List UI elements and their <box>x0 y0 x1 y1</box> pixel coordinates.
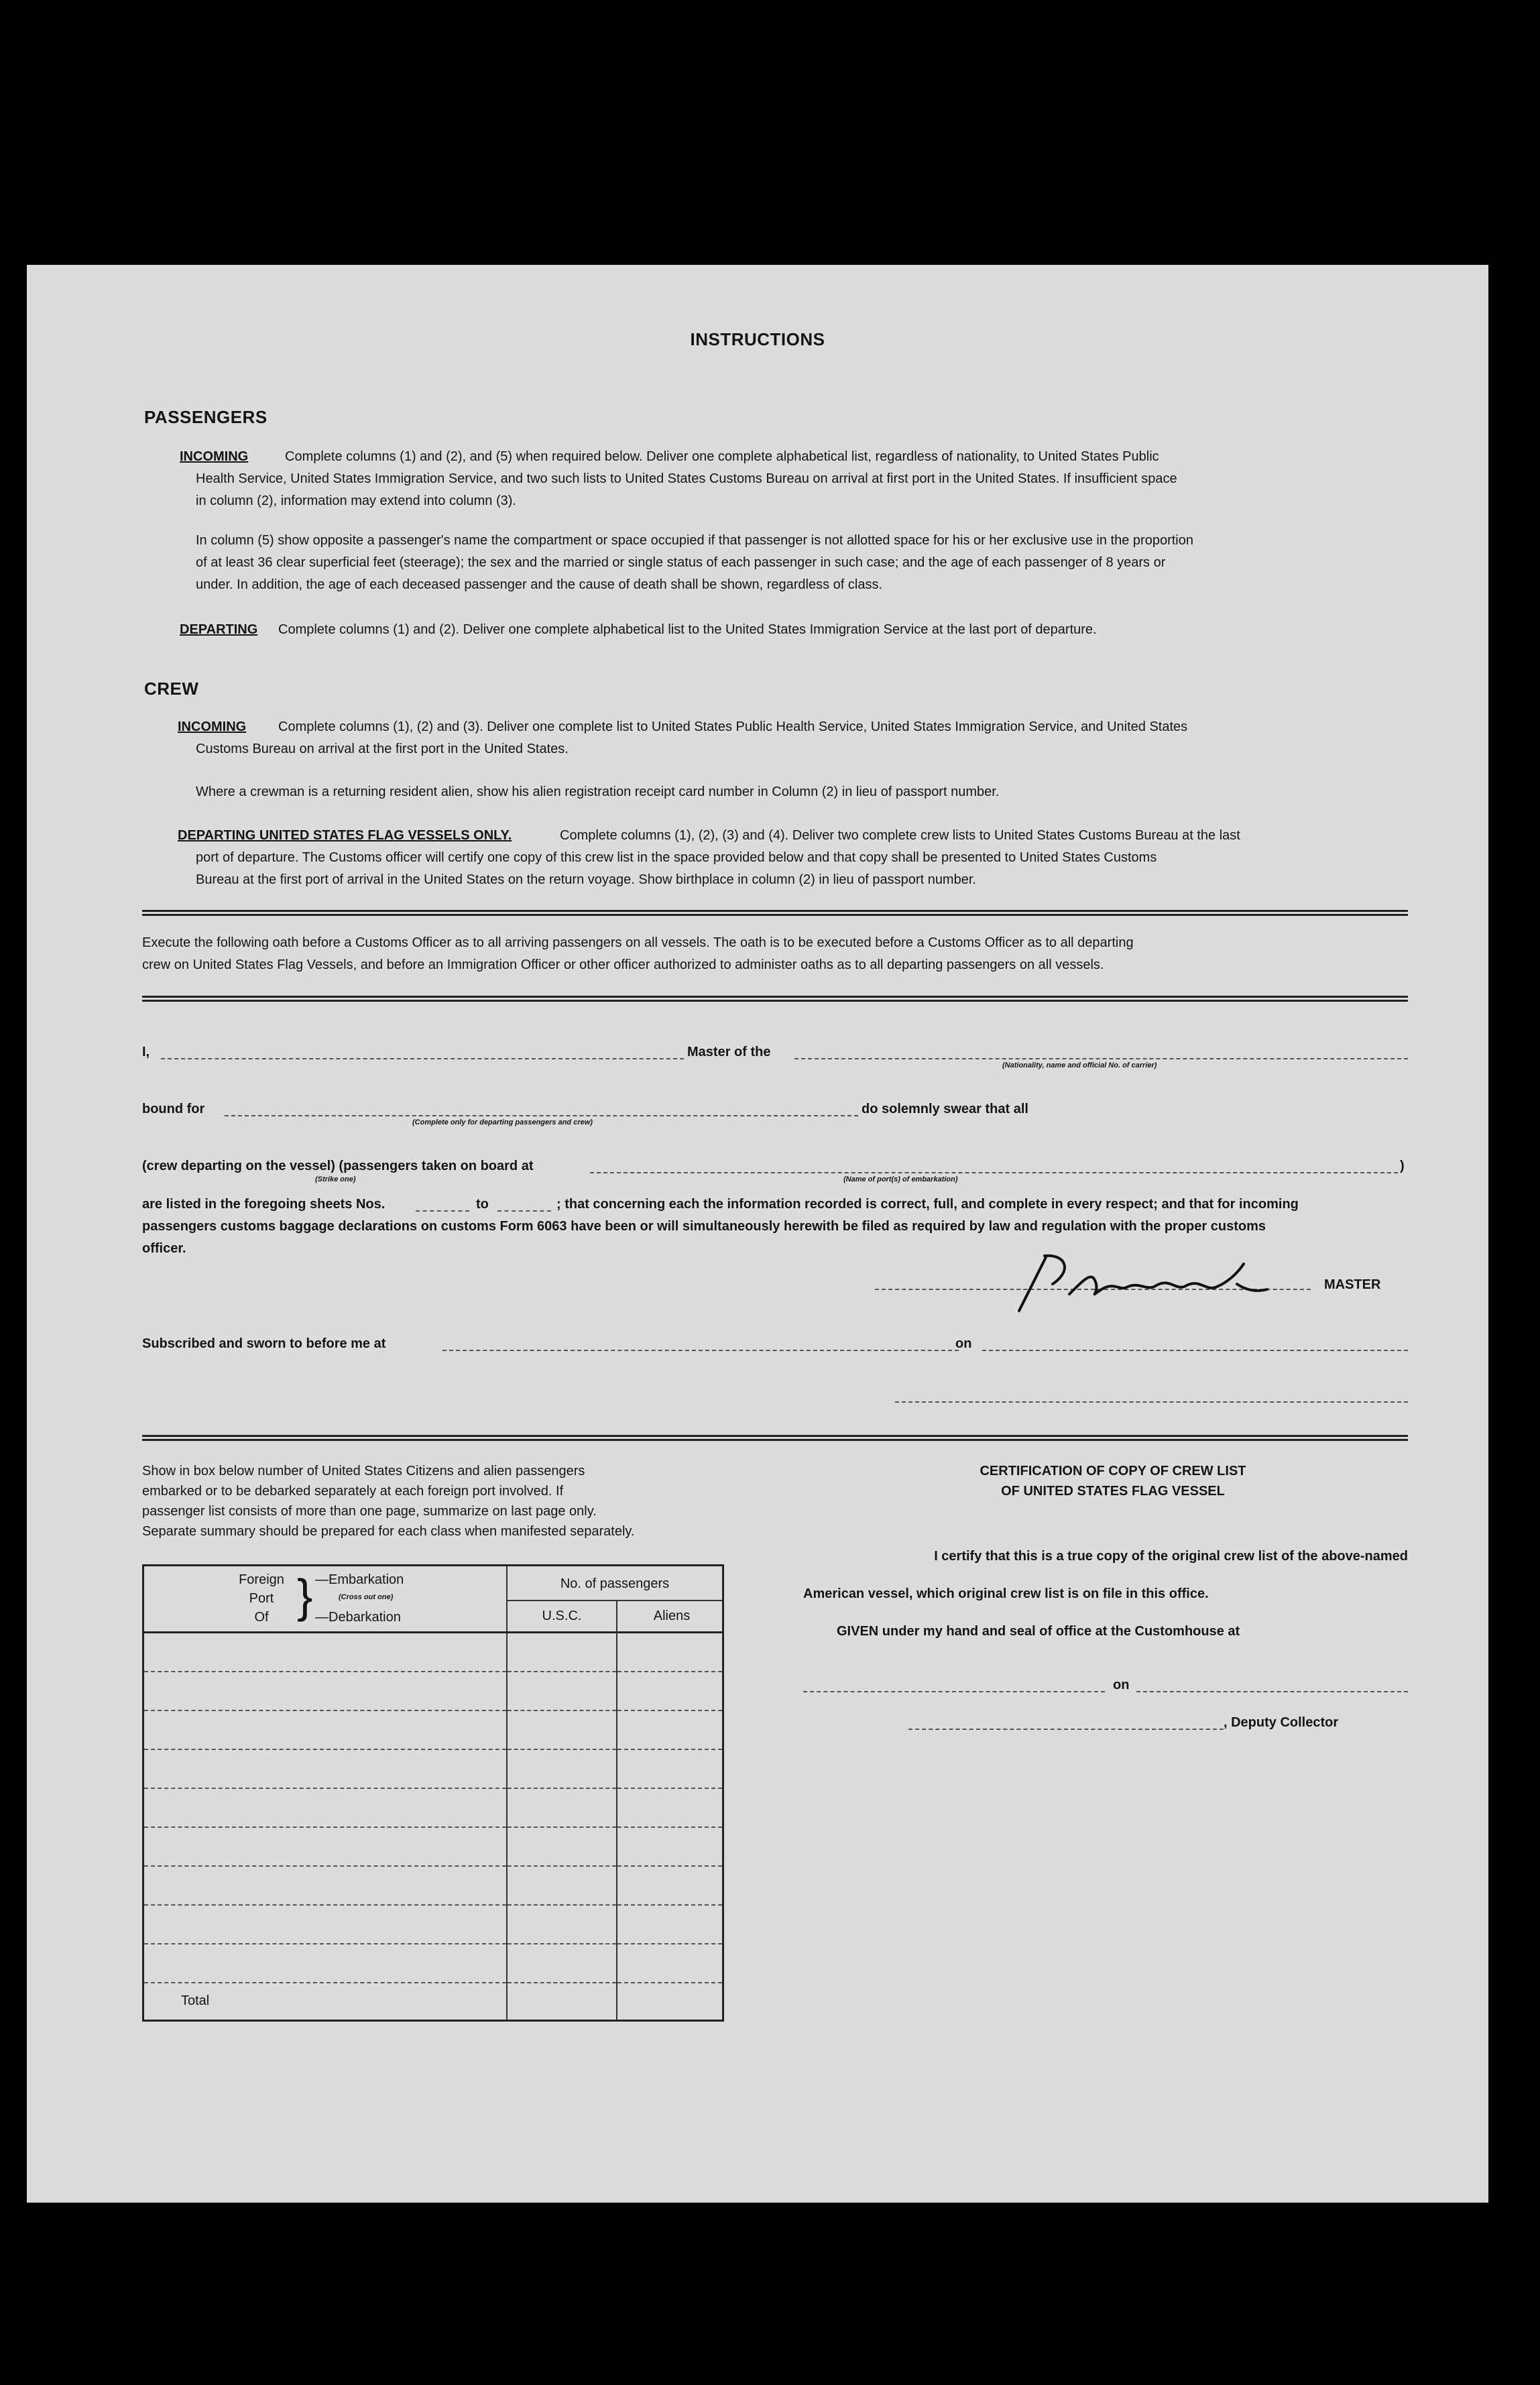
listed-text: ; that concerning each the information recorded is correct, full, and complete in every respect; and that for incoming <box>556 1197 1299 1212</box>
aliens-cell[interactable] <box>617 1672 723 1710</box>
aliens-total-cell[interactable] <box>617 1983 723 2020</box>
usc-cell[interactable] <box>507 1827 617 1866</box>
form-page <box>27 265 1488 2203</box>
double-rule <box>142 1435 1408 1441</box>
passengers-heading: PASSENGERS <box>144 407 268 427</box>
certification-title-line1: CERTIFICATION OF COPY OF CREW LIST <box>980 1464 1246 1478</box>
customhouse-field[interactable] <box>803 1691 1105 1692</box>
master-signature <box>1006 1244 1287 1318</box>
sworn-on-label: on <box>955 1336 972 1351</box>
strike-caption: (Strike one) <box>315 1175 356 1183</box>
certification-line1: I certify that this is a true copy of the original crew list of the above-named <box>934 1549 1408 1564</box>
listed-label: are listed in the foregoing sheets Nos. <box>142 1197 386 1212</box>
listed-line2: passengers customs baggage declarations on customs Form 6063 have been or will simultaneously herewith be filed as required by law and regulation with the proper customs <box>142 1219 1266 1234</box>
certification-line3: GIVEN under my hand and seal of office at the Customhouse at <box>837 1624 1240 1639</box>
crew-departing-line2: port of departure. The Customs officer will certify one copy of this crew list in the space provided below and that copy shall be presented to United States Customs <box>196 850 1157 865</box>
crew-departing-line1: Complete columns (1), (2), (3) and (4). Deliver two complete crew lists to United States Customs Bureau at the last <box>560 828 1240 843</box>
embarkation-option[interactable]: —Embarkation <box>315 1572 404 1587</box>
aliens-cell[interactable] <box>617 1905 723 1944</box>
passengers-incoming-line3: in column (2), information may extend into column (3). <box>196 493 516 508</box>
aliens-label: Aliens <box>653 1609 691 1623</box>
foreign-label: Foreign <box>239 1572 284 1587</box>
no-passengers-label: No. of passengers <box>560 1576 670 1591</box>
port-cell[interactable] <box>143 1788 508 1827</box>
summary-intro-line3: passenger list consists of more than one page, summarize on last page only. <box>142 1504 597 1519</box>
aliens-cell[interactable] <box>617 1866 723 1905</box>
table-row <box>143 1788 723 1827</box>
passengers-departing-label: DEPARTING <box>180 622 258 637</box>
passengers-incoming-line2: Health Service, United States Immigration Service, and two such lists to United States Customs Bureau on arrival at first port in the United States. If insufficient space <box>196 471 1177 486</box>
vessel-field[interactable] <box>794 1058 1408 1059</box>
usc-cell[interactable] <box>507 1944 617 1983</box>
deputy-signature-field[interactable] <box>908 1729 1224 1730</box>
crew-departing-label: DEPARTING UNITED STATES FLAG VESSELS ONLY. <box>178 828 512 843</box>
port-cell[interactable] <box>143 1866 508 1905</box>
oath-i-label: I, <box>142 1045 150 1059</box>
column5-line1: In column (5) show opposite a passenger's name the compartment or space occupied if that passenger is not allotted space for his or her exclusive use in the proportion <box>196 533 1193 548</box>
bound-for-caption: (Complete only for departing passengers and crew) <box>412 1118 593 1126</box>
close-paren: ) <box>1400 1159 1405 1173</box>
port-label: Port <box>249 1591 274 1606</box>
port-cell[interactable] <box>143 1710 508 1749</box>
listed-to-label: to <box>476 1197 489 1212</box>
column5-line2: of at least 36 clear superficial feet (steerage); the sex and the married or single status of each passenger in such case; and the age of each passenger of 8 years or <box>196 555 1166 570</box>
master-of-label: Master of the <box>687 1045 771 1059</box>
port-cell[interactable] <box>143 1633 508 1672</box>
table-row <box>143 1827 723 1866</box>
nationality-caption: (Nationality, name and official No. of carrier) <box>1002 1061 1157 1069</box>
certification-on-label: on <box>1113 1678 1130 1692</box>
oath-intro-line1: Execute the following oath before a Customs Officer as to all arriving passengers on all vessels. The oath is to be executed before a Customs Officer as to all departing <box>142 935 1134 950</box>
usc-cell[interactable] <box>507 1710 617 1749</box>
foreign-port-header <box>143 1566 508 1633</box>
sheet-from-field[interactable] <box>416 1210 469 1212</box>
usc-cell[interactable] <box>507 1749 617 1788</box>
double-rule <box>142 910 1408 916</box>
port-cell[interactable] <box>143 1672 508 1710</box>
table-row <box>143 1749 723 1788</box>
aliens-cell[interactable] <box>617 1633 723 1672</box>
of-label: Of <box>254 1610 269 1625</box>
port-cell[interactable] <box>143 1827 508 1866</box>
master-label: MASTER <box>1324 1277 1381 1292</box>
officer-signature-field[interactable] <box>895 1401 1408 1403</box>
sworn-at-field[interactable] <box>442 1350 959 1351</box>
double-rule <box>142 996 1408 1002</box>
brace-icon: } <box>297 1570 313 1622</box>
deputy-collector-label: , Deputy Collector <box>1224 1715 1339 1730</box>
total-row <box>143 1983 723 2020</box>
aliens-cell[interactable] <box>617 1944 723 1983</box>
passengers-departing-text: Complete columns (1) and (2). Deliver one complete alphabetical list to the United States Immigration Service at the last port of departure. <box>278 622 1097 637</box>
table-row <box>143 1866 723 1905</box>
summary-intro-line4: Separate summary should be prepared for each class when manifested separately. <box>142 1524 635 1539</box>
summary-intro-line1: Show in box below number of United States Citizens and alien passengers <box>142 1464 585 1478</box>
passenger-count-header <box>507 1566 723 1633</box>
crew-incoming-label: INCOMING <box>178 719 247 734</box>
master-name-field[interactable] <box>161 1058 684 1059</box>
aliens-cell[interactable] <box>617 1788 723 1827</box>
table-row <box>143 1672 723 1710</box>
aliens-cell[interactable] <box>617 1827 723 1866</box>
sheet-to-field[interactable] <box>497 1210 551 1212</box>
table-row <box>143 1944 723 1983</box>
crew-departing-line3: Bureau at the first port of arrival in the United States on the return voyage. Show birthplace in column (2) in lieu of passport number. <box>196 872 976 887</box>
bound-for-label: bound for <box>142 1102 205 1116</box>
table-row <box>143 1710 723 1749</box>
crew-incoming-line2: Customs Bureau on arrival at the first port in the United States. <box>196 742 569 756</box>
usc-cell[interactable] <box>507 1672 617 1710</box>
ports-caption: (Name of port(s) of embarkation) <box>843 1175 958 1183</box>
usc-cell[interactable] <box>507 1633 617 1672</box>
debarkation-option[interactable]: —Debarkation <box>315 1610 401 1625</box>
usc-total-cell[interactable] <box>507 1983 617 2020</box>
crew-heading: CREW <box>144 679 199 699</box>
crew-resident-alien-text: Where a crewman is a returning resident alien, show his alien registration receipt card number in Column (2) in lieu of passport number. <box>196 784 1000 799</box>
aliens-cell[interactable] <box>617 1710 723 1749</box>
listed-line3: officer. <box>142 1241 186 1256</box>
sworn-date-field[interactable] <box>982 1350 1408 1351</box>
bound-for-field[interactable] <box>225 1115 858 1116</box>
port-cell[interactable] <box>143 1944 508 1983</box>
ports-field[interactable] <box>590 1172 1398 1173</box>
page-title: INSTRUCTIONS <box>690 329 825 349</box>
table-row <box>143 1633 723 1672</box>
certification-line2: American vessel, which original crew list is on file in this office. <box>803 1586 1209 1601</box>
port-cell[interactable] <box>143 1749 508 1788</box>
table-row <box>143 1905 723 1944</box>
certification-date-field[interactable] <box>1136 1691 1408 1692</box>
aliens-cell[interactable] <box>617 1749 723 1788</box>
passenger-summary-table <box>142 1564 724 2022</box>
summary-intro-line2: embarked or to be debarked separately at each foreign port involved. If <box>142 1484 564 1499</box>
swear-text: do solemnly swear that all <box>862 1102 1028 1116</box>
header-divider <box>508 1600 722 1601</box>
certification-title-line2: OF UNITED STATES FLAG VESSEL <box>1001 1484 1225 1499</box>
cross-out-caption: (Cross out one) <box>339 1593 394 1601</box>
port-cell[interactable] <box>143 1905 508 1944</box>
crew-incoming-line1: Complete columns (1), (2) and (3). Deliver one complete list to United States Public Health Service, United States Immigration Service, and United States <box>278 719 1188 734</box>
oath-intro-line2: crew on United States Flag Vessels, and before an Immigration Officer or other officer authorized to administer oaths as to all departing passengers on all vessels. <box>142 957 1104 972</box>
subscribed-label: Subscribed and sworn to before me at <box>142 1336 386 1351</box>
passengers-incoming-line1: Complete columns (1) and (2), and (5) when required below. Deliver one complete alphabetical list, regardless of nationality, to United States Public <box>285 449 1159 464</box>
column5-line3: under. In addition, the age of each deceased passenger and the cause of death shall be shown, regardless of class. <box>196 577 883 592</box>
usc-label: U.S.C. <box>542 1609 582 1623</box>
passengers-incoming-label: INCOMING <box>180 449 249 464</box>
usc-cell[interactable] <box>507 1788 617 1827</box>
crew-passengers-text: (crew departing on the vessel) (passengers taken on board at <box>142 1159 534 1173</box>
usc-cell[interactable] <box>507 1905 617 1944</box>
total-label: Total <box>181 1993 210 2009</box>
usc-cell[interactable] <box>507 1866 617 1905</box>
